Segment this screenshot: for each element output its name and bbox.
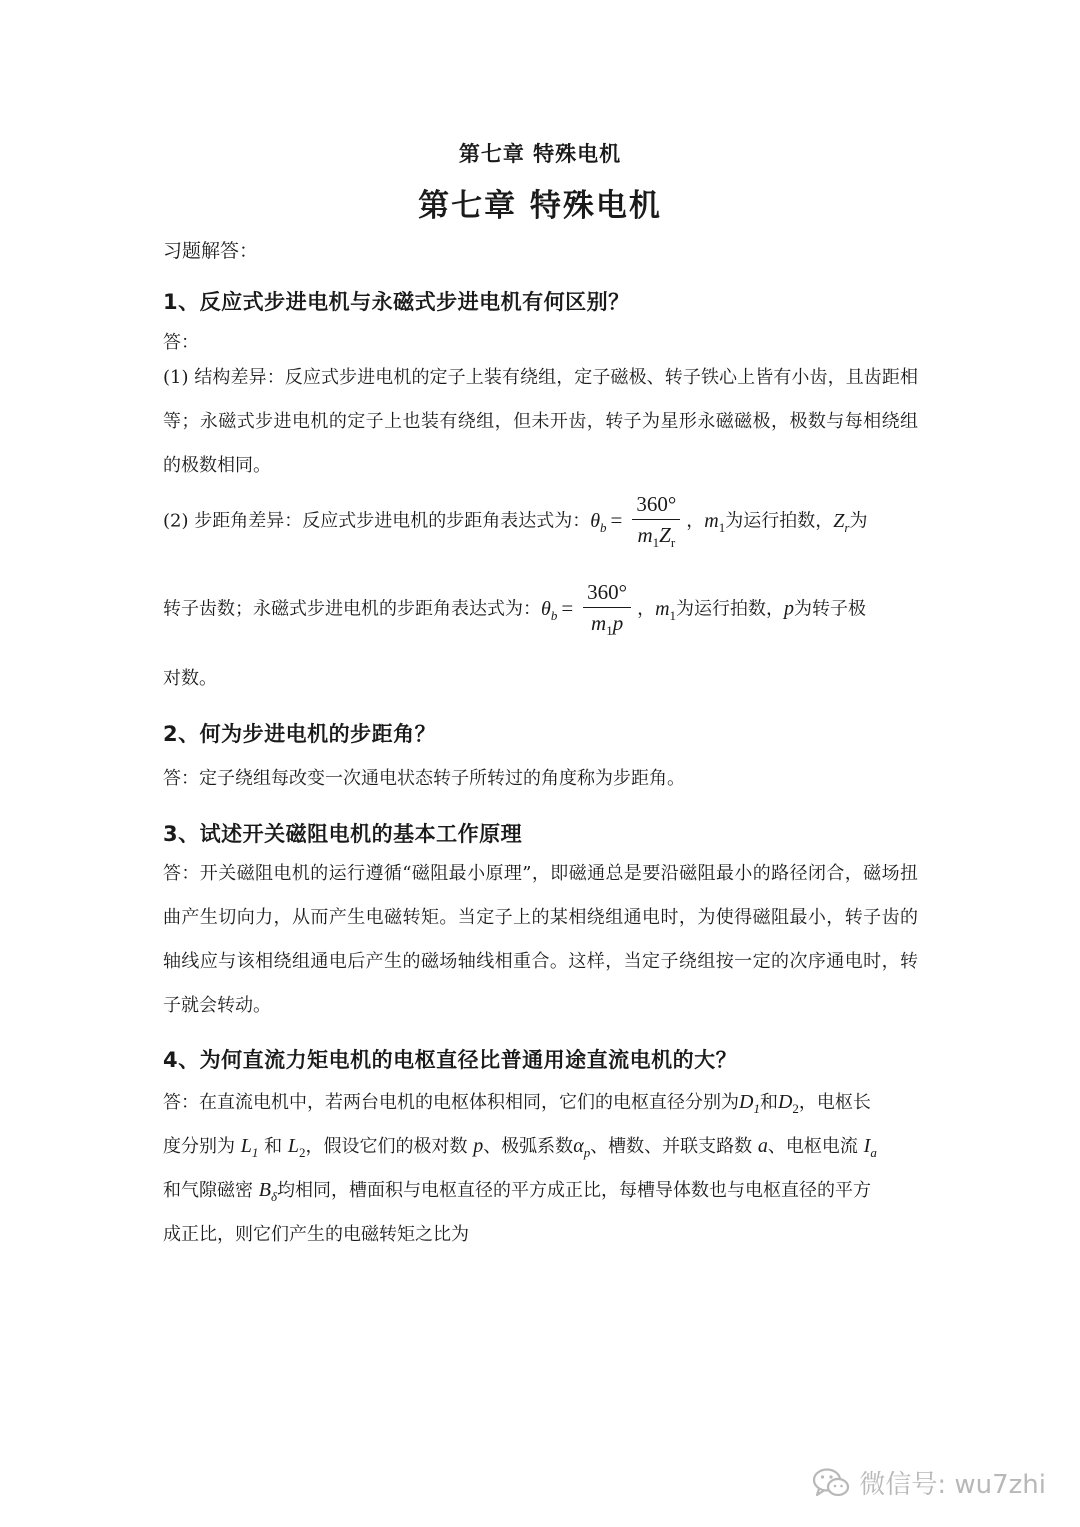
question-4-title: 4、为何直流力矩电机的电枢直径比普通用途直流电机的大？ (163, 1048, 738, 1072)
question-2-title: 2、何为步进电机的步距角？ (163, 722, 437, 746)
question-4-answer-line-3: 和气隙磁密 $B_\delta$均相同，槽面积与电枢直径的平方成正比，每槽导体数也与电枢直径的平方 (163, 1179, 871, 1204)
fraction-permanent: $\frac{360^\circ}{m_1p}$ (583, 580, 631, 639)
question-1-answer-label: 答： (163, 332, 199, 353)
chapter-title: 第七章 特殊电机 (418, 188, 662, 224)
theta-b-symbol: $\theta_b$ (590, 509, 607, 535)
question-1-paragraph-1: (1) 结构差异：反应式步进电机的定子上装有绕组，定子磁极、转子铁心上皆有小齿，且齿距相等；永磁式步进电机的定子上也装有绕组，但未开齿，转子为星形永磁磁极，极数与每相绕组的极数相同。 (163, 367, 918, 476)
question-2-answer: 答：定子绕组每改变一次通电状态转子所转过的角度称为步距角。 (163, 768, 685, 789)
question-1-title: 1、反应式步进电机与永磁式步进电机有何区别？ (163, 290, 630, 314)
question-3-title: 3、试述开关磁阻电机的基本工作原理 (163, 822, 523, 846)
section-intro: 习题解答： (163, 240, 259, 262)
watermark-text: 微信号: wu7zhi (859, 1470, 1046, 1500)
wechat-icon (811, 1466, 851, 1500)
question-4-answer-line-1: 答：在直流电机中，若两台电机的电枢体积相同，它们的电枢直径分别为$D_1$和$D_2$，电枢长 (163, 1091, 871, 1116)
question-1-formula-line-3: 对数。 (163, 668, 217, 689)
question-3-answer: 答：开关磁阻电机的运行遵循“磁阻最小原理”，即磁通总是要沿磁阻最小的路径闭合，磁场扭曲产生切向力，从而产生电磁转矩。当定子上的某相绕组通电时，为使得磁阻最小，转子齿的轴线应与该相绕组通电后产生的磁场轴线相重合。这样，当定子绕组按一定的次序通电时，转子就会转动。 (163, 863, 918, 1016)
fraction-reactive: $\frac{360^\circ}{m_1Z_r}$ (632, 492, 680, 551)
question-4-answer-line-2: 度分别为 $L_1$ 和 $L_2$，假设它们的极对数 p、极弧系数$\alpha_p$、槽数、并联支路数 a、电枢电流 $I_a$ (163, 1135, 877, 1160)
wechat-watermark (811, 1464, 1046, 1501)
question-1-formula-line-2: 转子齿数；永磁式步进电机的步距角表达式为：$\theta_b$ = $\frac{360^\circ}{m_1p}$ ，$m_1$为运行拍数，p为转子极 (163, 580, 867, 639)
page-header: 第七章 特殊电机 (458, 142, 622, 166)
question-4-answer-line-4: 成正比，则它们产生的电磁转矩之比为 (163, 1224, 469, 1245)
question-1-formula-line-1: (2) 步距角差异：反应式步进电机的步距角表达式为：$\theta_b$ = $\frac{360^\circ}{m_1Z_r}$ ，$m_1$为运行拍数，$Z_r$为 (163, 492, 868, 551)
